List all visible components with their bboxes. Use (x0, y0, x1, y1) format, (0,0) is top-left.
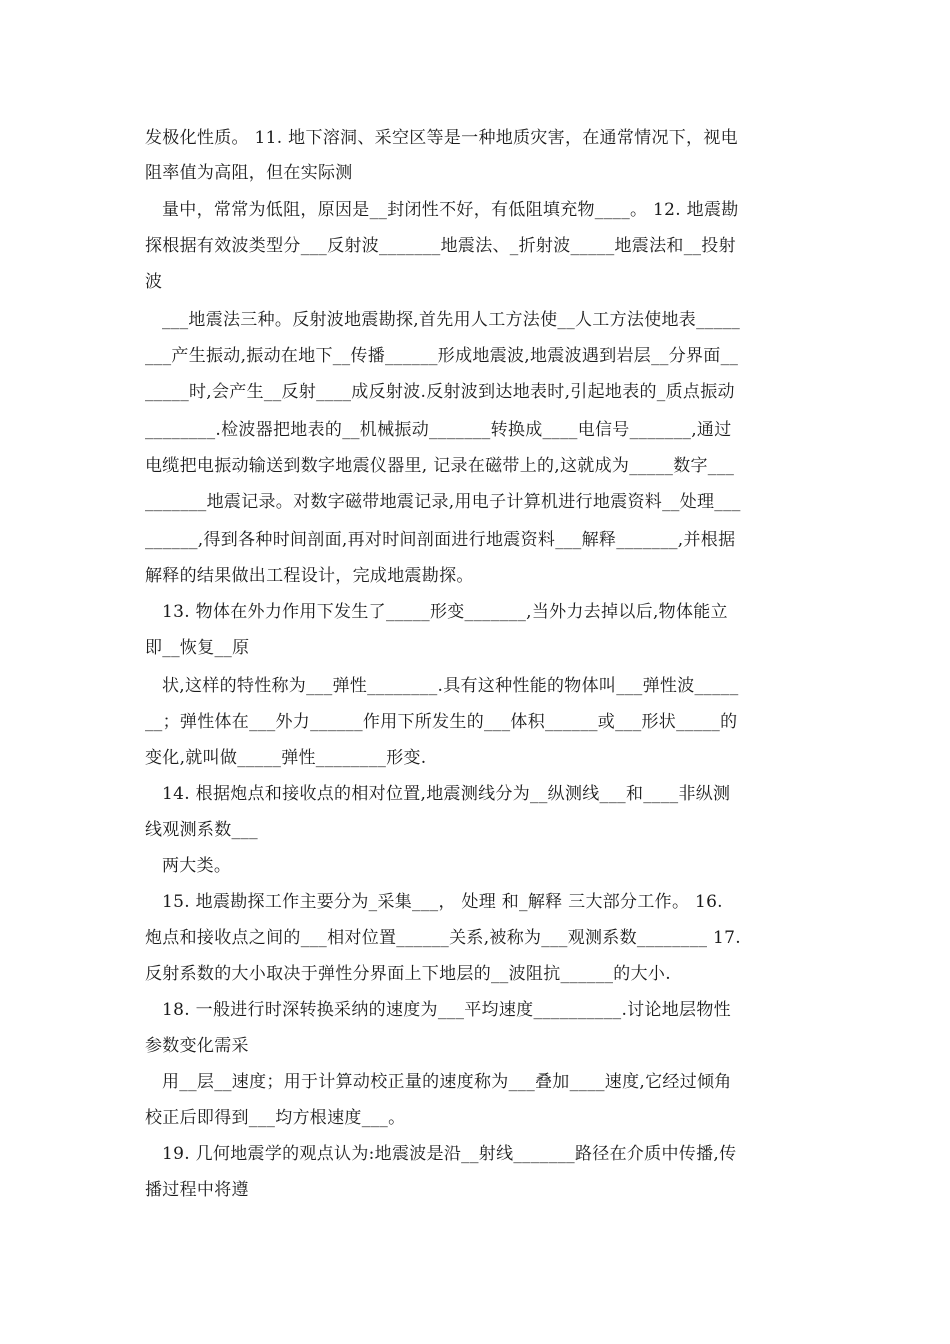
text-line: _______地震记录。对数字磁带地震记录,用电子计算机进行地震资料__处理___ (145, 492, 741, 512)
text-line: 18. 一般进行时深转换采纳的速度为___平均速度__________.讨论地层物性 (162, 1000, 731, 1020)
text-line: 反射系数的大小取决于弹性分界面上下地层的__波阻抗______的大小. (145, 964, 671, 984)
text-line: 量中，常常为低阻，原因是__封闭性不好，有低阻填充物____。 12. 地震勘 (162, 200, 739, 220)
text-line: ___地震法三种。反射波地震勘探,首先用人工方法使__人工方法使地表_____ (162, 310, 741, 330)
text-line: 15. 地震勘探工作主要分为_采集___， 处理 和_解释 三大部分工作。 16. (162, 892, 723, 912)
text-line: ______,得到各种时间剖面,再对时间剖面进行地震资料___解释_______,并根据 (145, 530, 736, 550)
text-line: 状,这样的特性称为___弹性________.具有这种性能的物体叫___弹性波_____ (162, 676, 739, 696)
text-line: 阻率值为高阻，但在实际测 (145, 163, 353, 183)
text-line: 两大类。 (162, 856, 232, 876)
text-line: 13. 物体在外力作用下发生了_____形变_______,当外力去掉以后,物体能立 (162, 602, 728, 622)
text-line: 波 (145, 272, 163, 292)
text-line: 解释的结果做出工程设计，完成地震勘探。 (145, 566, 474, 586)
text-line: ___产生振动,振动在地下__传播______形成地震波,地震波遇到岩层__分界面__ (145, 346, 739, 366)
text-line: 19. 几何地震学的观点认为:地震波是沿__射线_______路径在介质中传播,传 (162, 1144, 737, 1164)
text-line: 校正后即得到___均方根速度___。 (145, 1108, 406, 1128)
text-line: 即__恢复__原 (145, 638, 250, 658)
text-line: 炮点和接收点之间的___相对位置______关系,被称为___观测系数________ 17. (145, 928, 741, 948)
text-line: __；弹性体在___外力______作用下所发生的___体积______或___形状_____的 (145, 712, 738, 732)
text-line: 电缆把电振动输送到数字地震仪器里, 记录在磁带上的,这就成为_____数字___ (145, 456, 735, 476)
text-line: 参数变化需采 (145, 1036, 249, 1056)
text-line: ________.检波器把地表的__机械振动_______转换成____电信号_______,通过 (145, 420, 732, 440)
text-line: 探根据有效波类型分___反射波_______地震法、_折射波_____地震法和__投射 (145, 236, 736, 256)
text-line: 用__层__速度；用于计算动校正量的速度称为___叠加____速度,它经过倾角 (162, 1072, 732, 1092)
text-line: 14. 根据炮点和接收点的相对位置,地震测线分为__纵测线___和____非纵测 (162, 784, 731, 804)
text-line: 线观测系数___ (145, 820, 258, 840)
text-line: _____时,会产生__反射____成反射波.反射波到达地表时,引起地表的_质点振动 (145, 382, 735, 402)
text-line: 变化,就叫做_____弹性________形变. (145, 748, 427, 768)
text-line: 播过程中将遵 (145, 1180, 249, 1200)
text-line: 发极化性质。 11. 地下溶洞、采空区等是一种地质灾害，在通常情况下，视电 (145, 128, 738, 148)
